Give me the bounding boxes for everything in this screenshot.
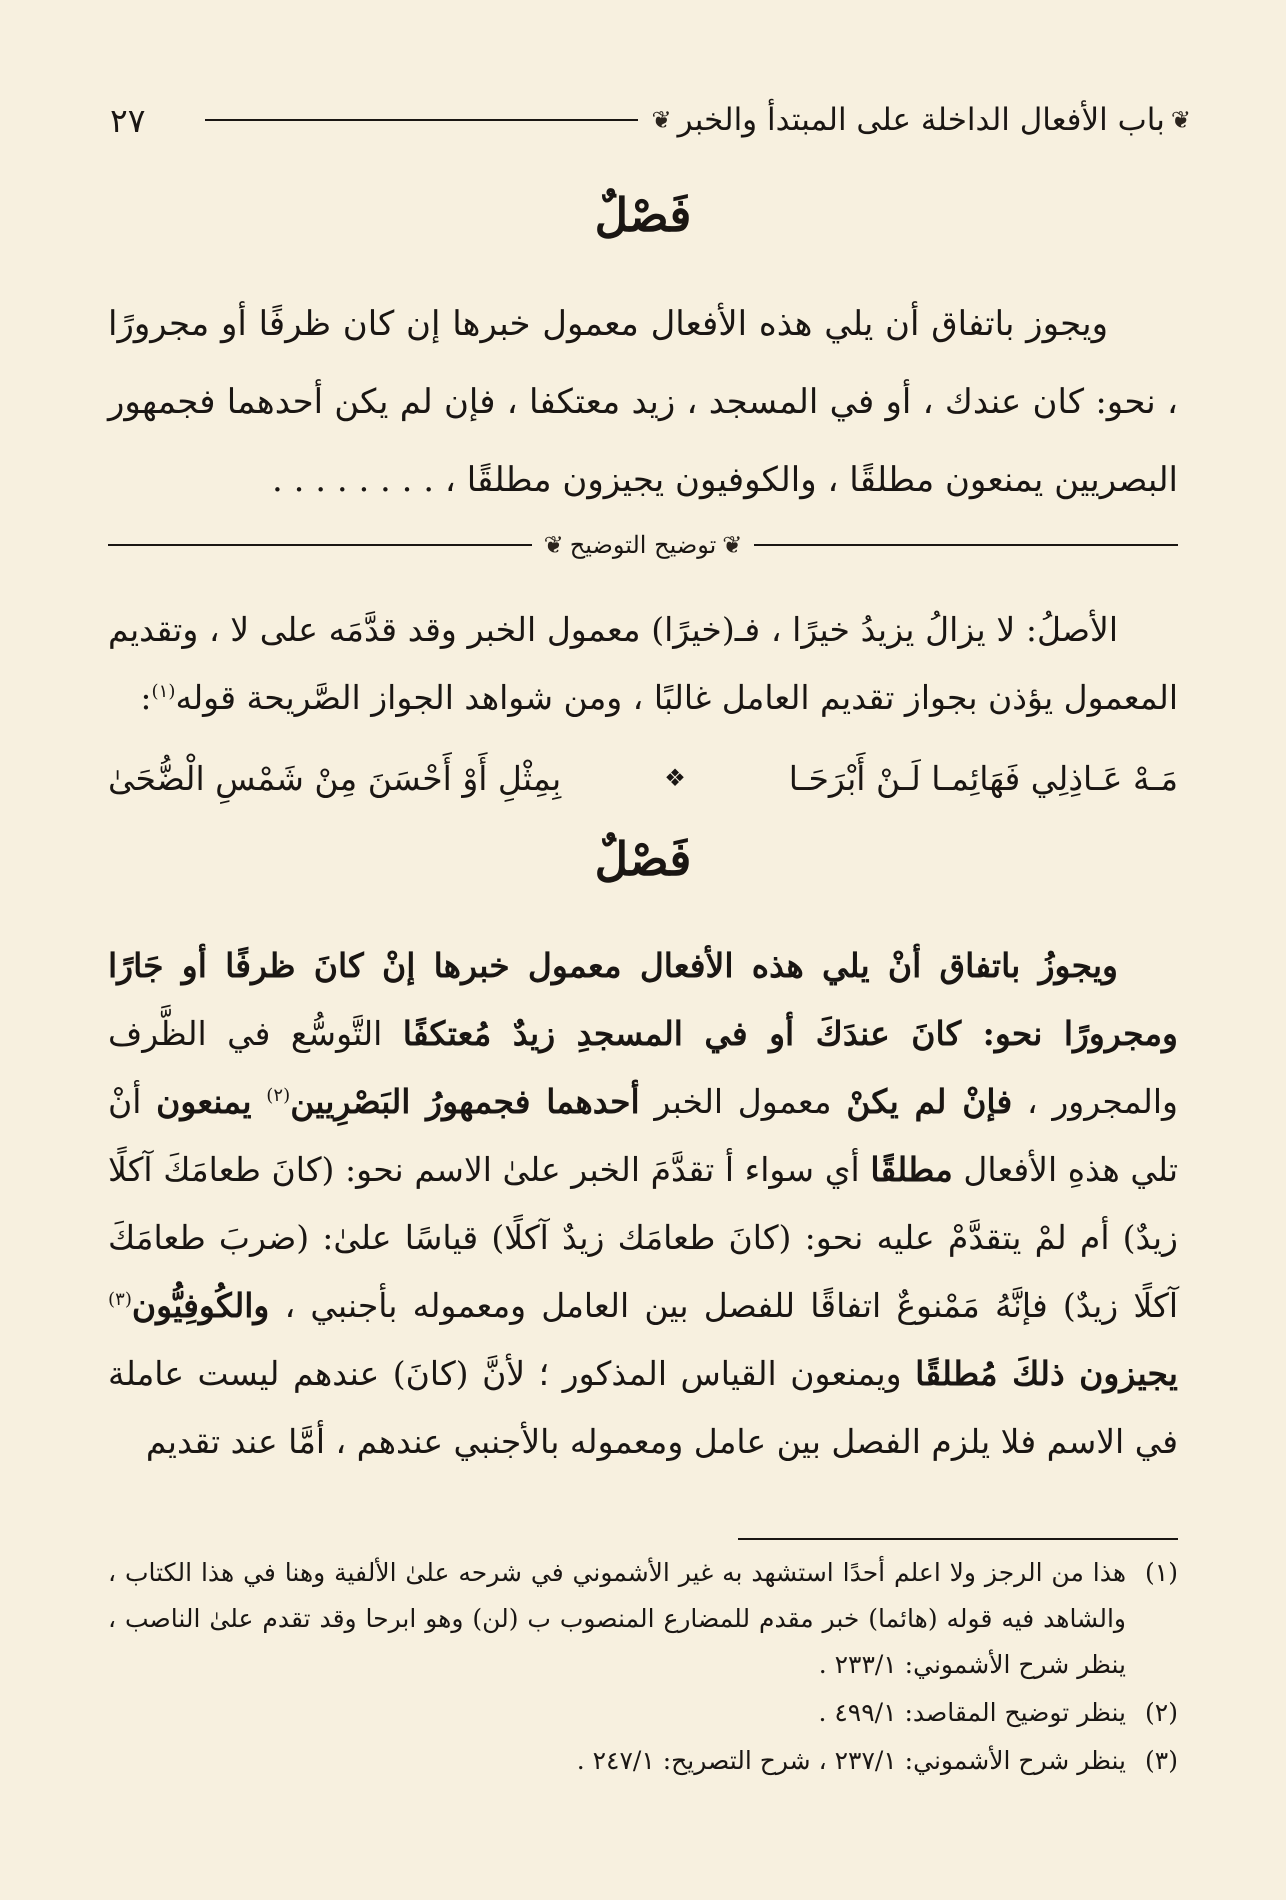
- divider-rule: [754, 544, 1178, 546]
- commentary-text: أي سواء أ تقدَّمَ الخبر علىٰ الاسم نحو: (كانَ طعامَكَ آكلًا زيدٌ) أم لمْ يتقدَّمْ عليه نحو: (كانَ طعامَك زيدٌ آكلًا) قياسًا علىٰ: (ضربَ طعامَكَ آكلًا زيدٌ) فإنَّهُ مَمْنوعٌ اتفاقًا للفصل بين العامل ومعموله بأجنبي ،: [108, 1150, 1178, 1325]
- ornament-icon: ❦: [1170, 106, 1191, 134]
- footnote-ref-1[interactable]: (١): [151, 681, 176, 702]
- running-title: باب الأفعال الداخلة على المبتدأ والخبر: [677, 102, 1165, 138]
- commentary-intro: [108, 596, 1178, 732]
- matn-section-heading: فَصْلٌ: [594, 188, 692, 242]
- footnote-number: (٣): [1145, 1746, 1178, 1775]
- verse-hemistich-first: مَـهْ عَـاذِلِي فَهَائِمـا لَـنْ أَبْرَحَـا: [788, 758, 1178, 798]
- footnote-rule: [738, 1538, 1178, 1540]
- commentary-text: أنْ تلي هذهِ الأفعال: [108, 1082, 1179, 1189]
- matn-quote: والكُوفِيُّون: [131, 1286, 270, 1325]
- footnotes: [108, 1550, 1178, 1786]
- ornament-icon: ❦: [722, 531, 743, 559]
- matn-quote: ويجوزُ باتفاق أنْ يلي هذه الأفعال معمول خبرها إنْ كانَ ظرفًا أو جَارًا ومجرورًا نحو: كانَ عندَكَ أو في المسجدِ زيدٌ مُعتكفًا: [108, 946, 1178, 1053]
- ornament-icon: ❦: [651, 106, 672, 134]
- footnote-text: ينظر توضيح المقاصد: ٤٩٩/١ .: [818, 1698, 1126, 1727]
- verse-hemistich-second: بِمِثْلِ أَوْ أَحْسَنَ مِنْ شَمْسِ الْضُّحَىٰ: [108, 758, 562, 798]
- matn-quote: أحدهما فجمهورُ البَصْرِيين: [290, 1082, 640, 1121]
- footnote-ref-3[interactable]: (٣): [108, 1289, 132, 1310]
- commentary-text: ويمنعون القياس المذكور ؛ لأنَّ (كانَ) عندهم ليست عاملة في الاسم فلا يلزم الفصل بين عامل ومعموله بالأجنبي عندهم ، أمَّا عند تقديم: [108, 1354, 1178, 1461]
- footnote-item: [108, 1738, 1178, 1784]
- commentary-divider: [108, 525, 1178, 565]
- divider-label: توضيح التوضيح: [569, 531, 717, 559]
- footnote-text: ينظر شرح الأشموني: ٢٣٧/١ ، شرح التصريح: ٢٤٧/١ .: [576, 1746, 1126, 1775]
- footnote-item: [108, 1690, 1178, 1736]
- poetry-verse: [108, 748, 1178, 808]
- footnote-number: (٢): [1145, 1698, 1178, 1727]
- commentary-main: [108, 932, 1178, 1476]
- matn-quote: يمنعون: [156, 1082, 252, 1121]
- ornament-icon: ❦: [543, 531, 564, 559]
- header-rule: [205, 119, 637, 121]
- divider-label-group: [532, 531, 755, 559]
- divider-rule: [108, 544, 532, 546]
- footnote-number: (١): [1145, 1558, 1178, 1587]
- commentary-main-paragraph: [108, 932, 1178, 1476]
- footnote-item: [108, 1550, 1178, 1688]
- commentary-text: التَّوسُّع في الظَّرف والمجرور ،: [108, 1014, 1178, 1121]
- colon: :: [140, 678, 152, 717]
- footnote-ref-2[interactable]: (٢): [266, 1085, 291, 1106]
- commentary-intro-text: الأصلُ: لا يزالُ يزيدُ خيرًا ، فـ(خيرًا) معمول الخبر وقد قدَّمَه على لا ، وتقديم المعمول يؤذن بجواز تقديم العامل غالبًا ، ومن شواهد الجواز الصَّريحة قوله: [108, 610, 1178, 717]
- running-title-group: [652, 102, 1191, 138]
- commentary-text: معمول الخبر: [654, 1082, 832, 1121]
- verse-separator-icon: ❖: [664, 764, 686, 792]
- matn-quote: يجيزون ذلكَ مُطلقًا: [915, 1354, 1178, 1393]
- commentary-section-heading: فَصْلٌ: [594, 832, 692, 886]
- matn-quote: فإنْ لم يكنْ: [846, 1082, 1013, 1121]
- page-number: ٢٧: [110, 100, 146, 140]
- matn-paragraph: ويجوز باتفاق أن يلي هذه الأفعال معمول خبرها إن كان ظرفًا أو مجرورًا ، نحو: كان عندك ، أو في المسجد ، زيد معتكفا ، فإن لم يكن أحدهما فجمهور البصريين يمنعون مطلقًا ، والكوفيون يجيزون مطلقًا ، . . . . . . . .: [108, 304, 1178, 500]
- footnote-text: هذا من الرجز ولا اعلم أحدًا استشهد به غير الأشموني في شرحه علىٰ الألفية وهنا في هذا الكتاب ، والشاهد فيه قوله (هائما) خبر مقدم للمضارع المنصوب ب (لن) وهو ابرحا وقد تقدم علىٰ الناصب ، ينظر شرح الأشموني: ٢٣٣/١ .: [108, 1558, 1126, 1679]
- matn-quote: مطلقًا: [870, 1150, 953, 1189]
- running-header: [110, 95, 1191, 145]
- matn-text: [108, 285, 1178, 519]
- commentary-intro-paragraph: [108, 596, 1178, 732]
